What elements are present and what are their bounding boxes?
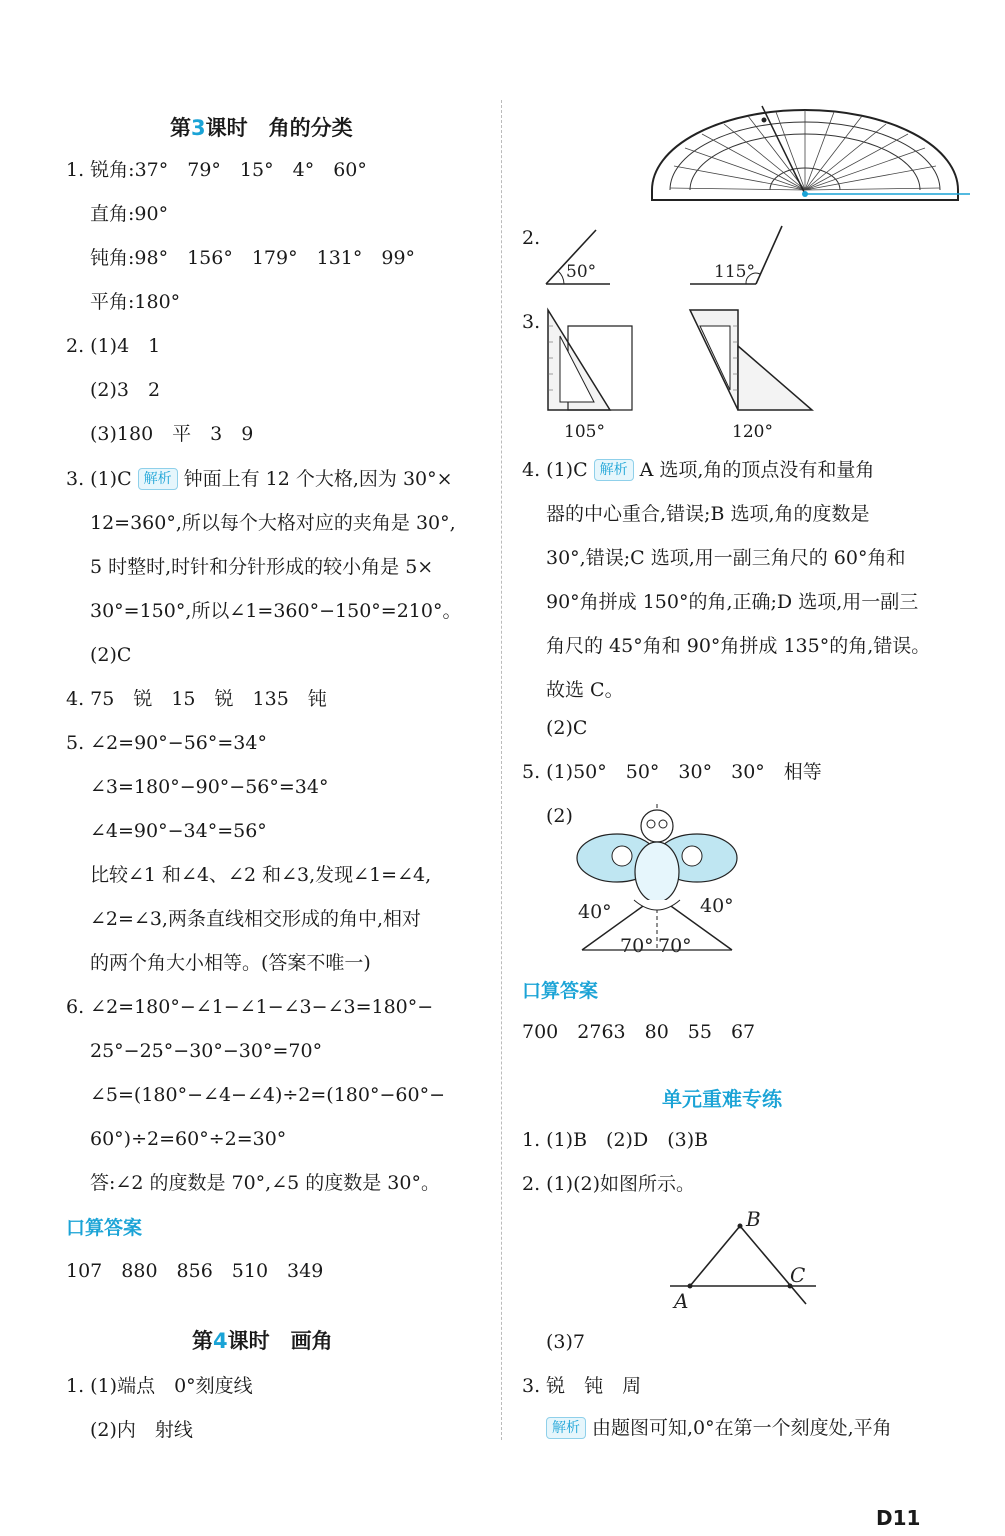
point-b-label: B [746, 1207, 761, 1231]
page-number: D11 [876, 1506, 921, 1530]
kite-figure [572, 800, 742, 960]
question-label: 3. [522, 311, 541, 333]
analysis-badge: 解析 [138, 468, 178, 490]
answer-line: ∠5=(180°−∠4−∠4)÷2=(180°−60°− [90, 1084, 445, 1106]
answer-line: (2)内 射线 [90, 1419, 193, 1441]
protractor-figure [640, 104, 970, 204]
answer-line: 25°−25°−30°−30°=70° [90, 1040, 323, 1062]
answer-line: 6. ∠2=180°−∠1−∠1−∠3−∠3=180°− [66, 996, 434, 1018]
kousuan-label: 口算答案 [66, 1217, 143, 1239]
kite-angle-bottom-right: 70° [658, 935, 692, 957]
answer-line: 4. (1)C 解析 A 选项,角的顶点没有和量角 [522, 459, 875, 481]
answer-line: 3. 锐 钝 周 [522, 1375, 642, 1397]
answer-line: 故选 C。 [546, 679, 624, 701]
triangle-angle-120: 120° [732, 422, 773, 442]
answer-line: (2) [546, 805, 573, 827]
answer-line: (2)C [546, 717, 588, 739]
question-label: 2. [522, 227, 541, 249]
column-divider [501, 100, 502, 1440]
angle-115-label: 115° [714, 262, 755, 282]
answer-line: ∠4=90°−34°=56° [90, 820, 267, 842]
answer-line: (2)C [90, 644, 132, 666]
lesson4-title: 第4课时 画角 [192, 1329, 333, 1353]
answer-line: 角尺的 45°角和 90°角拼成 135°的角,错误。 [546, 635, 931, 657]
answer-line: 2. (1)(2)如图所示。 [522, 1173, 695, 1195]
answer-line: 直角:90° [90, 203, 169, 225]
analysis-badge: 解析 [594, 459, 634, 481]
answer-line: ∠2=∠3,两条直线相交形成的角中,相对 [90, 908, 422, 930]
answer-line: 平角:180° [90, 291, 181, 313]
answer-line: 器的中心重合,错误;B 选项,角的度数是 [546, 503, 870, 525]
unit-practice-title: 单元重难专练 [662, 1087, 782, 1111]
answer-line: 2. (1)4 1 [66, 335, 161, 357]
answer-line: 90°角拼成 150°的角,正确;D 选项,用一副三 [546, 591, 919, 613]
point-c-label: C [790, 1263, 806, 1287]
analysis-badge: 解析 [546, 1417, 586, 1439]
answer-line: 5 时整时,时针和分针形成的较小角是 5× [90, 556, 434, 578]
triangle-angle-105: 105° [564, 422, 605, 442]
answer-line: ∠3=180°−90°−56°=34° [90, 776, 329, 798]
answer-line: 1. (1)B (2)D (3)B [522, 1129, 709, 1151]
answer-line: 解析 由题图可知,0°在第一个刻度处,平角 [546, 1414, 892, 1442]
answer-line: 60°)÷2=60°÷2=30° [90, 1128, 287, 1150]
point-a-label: A [674, 1289, 689, 1313]
answer-line: 5. ∠2=90°−56°=34° [66, 732, 267, 754]
answer-line: 比较∠1 和∠4、∠2 和∠3,发现∠1=∠4, [90, 864, 432, 886]
answer-line: 钝角:98° 156° 179° 131° 99° [90, 247, 416, 269]
answer-line: 30°=150°,所以∠1=360°−150°=210°。 [90, 600, 462, 622]
answer-line: 3. (1)C 解析 钟面上有 12 个大格,因为 30°× [66, 468, 453, 490]
answer-line: 答:∠2 的度数是 70°,∠5 的度数是 30°。 [90, 1172, 440, 1194]
answer-line: 4. 75 锐 15 锐 135 钝 [66, 688, 327, 710]
triangle-rulers-figure [540, 306, 830, 414]
lesson3-title: 第3课时 角的分类 [170, 116, 353, 140]
kite-angle-bottom-left: 70° [620, 935, 654, 957]
kite-angle-right: 40° [700, 895, 734, 917]
triangle-abc-figure [666, 1206, 826, 1316]
angle-50-label: 50° [566, 262, 597, 282]
kousuan-answers: 107 880 856 510 349 [66, 1260, 324, 1282]
kousuan-label: 口算答案 [522, 980, 599, 1002]
answer-line: 30°,错误;C 选项,用一副三角尺的 60°角和 [546, 547, 906, 569]
answer-line: (3)7 [546, 1331, 586, 1353]
angles-figure [542, 222, 842, 288]
answer-line: 的两个角大小相等。(答案不唯一) [90, 952, 371, 974]
answer-line: 1. (1)端点 0°刻度线 [66, 1375, 253, 1397]
kite-angle-left: 40° [578, 901, 612, 923]
answer-line: (3)180 平 3 9 [90, 423, 254, 445]
answer-line: (2)3 2 [90, 379, 161, 401]
kousuan-answers: 700 2763 80 55 67 [522, 1021, 756, 1043]
answer-line: 1. 锐角:37° 79° 15° 4° 60° [66, 159, 367, 181]
answer-line: 12=360°,所以每个大格对应的夹角是 30°, [90, 512, 456, 534]
answer-line: 5. (1)50° 50° 30° 30° 相等 [522, 761, 822, 783]
